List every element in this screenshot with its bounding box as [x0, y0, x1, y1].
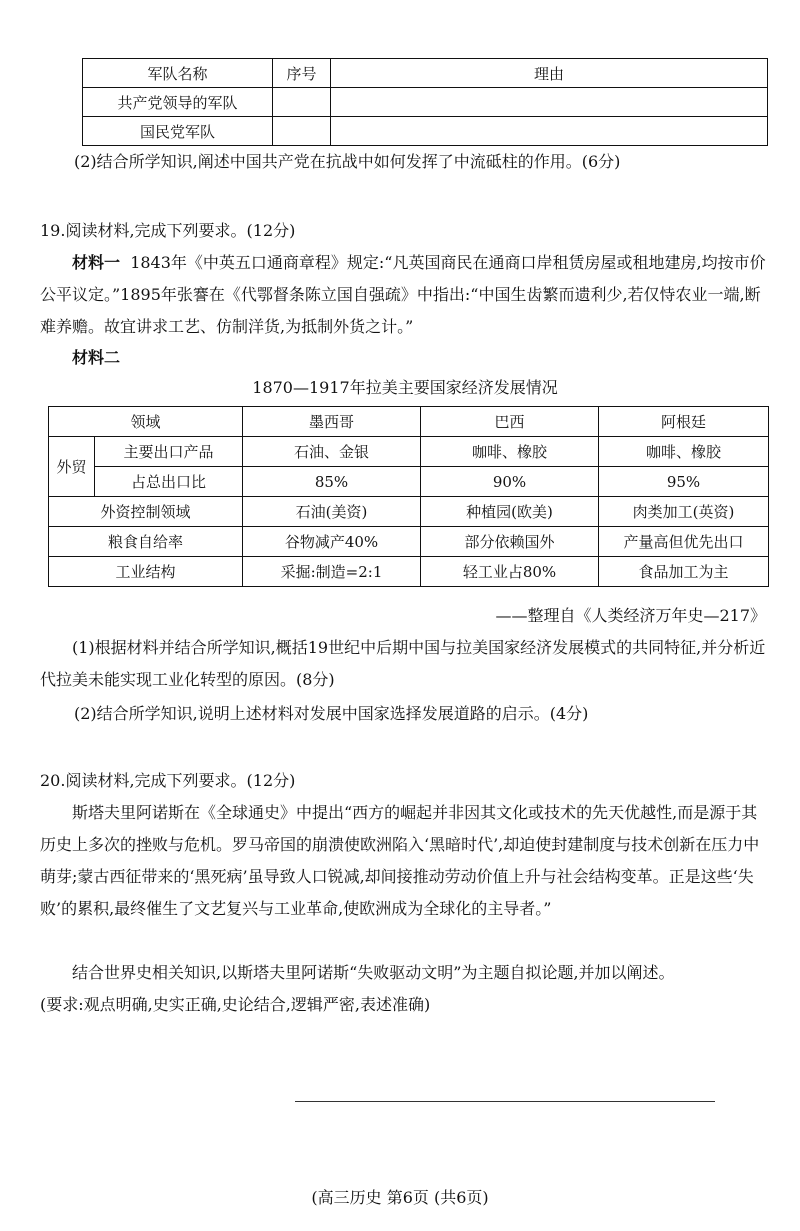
- latin-america-economy-table: [48, 406, 769, 587]
- table-row: [49, 437, 769, 467]
- table-cell: 共产党领导的军队: [83, 88, 273, 117]
- table-cell: [273, 117, 331, 146]
- table-cell: 95%: [599, 467, 769, 497]
- table-cell: 采掘:制造=2:1: [243, 557, 421, 587]
- table-row: [83, 88, 768, 117]
- table-cell: [331, 88, 768, 117]
- question-20-task: 结合世界史相关知识,以斯塔夫里阿诺斯“失败驱动文明”为主题自拟论题,并加以阐述。: [72, 963, 675, 982]
- table-row: [83, 59, 768, 88]
- table-cell: 种植园(欧美): [421, 497, 599, 527]
- table-row: [83, 117, 768, 146]
- table-group-cell: 外贸: [49, 437, 95, 497]
- table-cell: [331, 117, 768, 146]
- table-cell: 咖啡、橡胶: [421, 437, 599, 467]
- question-20-requirement: (要求:观点明确,史实正确,史论结合,逻辑严密,表述准确): [40, 995, 431, 1014]
- table-cell: 石油(美资): [243, 497, 421, 527]
- question-18-2: (2)结合所学知识,阐述中国共产党在抗战中如何发挥了中流砥柱的作用。(6分): [74, 152, 621, 171]
- table-row: [49, 467, 769, 497]
- table-cell: 部分依赖国外: [421, 527, 599, 557]
- page-footer: (高三历史 第6页 (共6页): [311, 1188, 489, 1207]
- question-19-material-1: [40, 247, 770, 343]
- table-row: [49, 527, 769, 557]
- table-cell: 85%: [243, 467, 421, 497]
- army-table: [82, 58, 768, 146]
- question-19-heading: 19.阅读材料,完成下列要求。(12分): [40, 221, 296, 240]
- table-cell: 主要出口产品: [95, 437, 243, 467]
- table-header-cell: 序号: [273, 59, 331, 88]
- table-cell: 食品加工为主: [599, 557, 769, 587]
- table-header-cell: 阿根廷: [599, 407, 769, 437]
- material-text: 1843年《中英五口通商章程》规定:“凡英国商民在通商口岸租赁房屋或租地建房,均按市价公平议定。”1895年张謇在《代鄂督条陈立国自强疏》中指出:“中国生齿繁而遗利少,若仅恃农业一端,断难养赡。故宜讲求工艺、仿制洋货,为抵制外货之计。”: [40, 253, 766, 336]
- table-header-cell: 理由: [331, 59, 768, 88]
- table-cell: 占总出口比: [95, 467, 243, 497]
- table-cell: 石油、金银: [243, 437, 421, 467]
- table-header-cell: 巴西: [421, 407, 599, 437]
- table-row: [49, 497, 769, 527]
- table-cell: 咖啡、橡胶: [599, 437, 769, 467]
- question-19-1: (1)根据材料并结合所学知识,概括19世纪中后期中国与拉美国家经济发展模式的共同特征,并分析近代拉美未能实现工业化转型的原因。(8分): [40, 638, 766, 689]
- source-citation: ——整理自《人类经济万年史—217》: [495, 606, 766, 625]
- material-label: 材料二: [72, 348, 121, 367]
- question-19-2: (2)结合所学知识,说明上述材料对发展中国家选择发展道路的启示。(4分): [74, 704, 589, 723]
- table-cell: 国民党军队: [83, 117, 273, 146]
- table-cell: 90%: [421, 467, 599, 497]
- table-header-cell: 墨西哥: [243, 407, 421, 437]
- table-cell: 工业结构: [49, 557, 243, 587]
- table-row: [49, 557, 769, 587]
- table-header-cell: 领域: [49, 407, 243, 437]
- table-row: [49, 407, 769, 437]
- table-cell: 外资控制领域: [49, 497, 243, 527]
- table-cell: 轻工业占80%: [421, 557, 599, 587]
- question-20-heading: 20.阅读材料,完成下列要求。(12分): [40, 771, 296, 790]
- table-title: 1870—1917年拉美主要国家经济发展情况: [252, 378, 558, 397]
- table-cell: [273, 88, 331, 117]
- question-20-material: 斯塔夫里阿诺斯在《全球通史》中提出“西方的崛起并非因其文化或技术的先天优越性,而是源于其历史上多次的挫败与危机。罗马帝国的崩溃使欧洲陷入‘黑暗时代’,却迫使封建制度与技术创新在压力中萌芽;蒙古西征带来的‘黑死病’虽导致人口锐减,却间接推动劳动价值上升与社会结构变革。正是这些‘失败’的累积,最终催生了文艺复兴与工业革命,使欧洲成为全球化的主导者。”: [40, 803, 760, 918]
- material-label: 材料一: [72, 253, 121, 272]
- table-header-cell: 军队名称: [83, 59, 273, 88]
- table-cell: 肉类加工(英资): [599, 497, 769, 527]
- table-cell: 产量高但优先出口: [599, 527, 769, 557]
- table-cell: 谷物减产40%: [243, 527, 421, 557]
- divider: [295, 1101, 715, 1102]
- table-cell: 粮食自给率: [49, 527, 243, 557]
